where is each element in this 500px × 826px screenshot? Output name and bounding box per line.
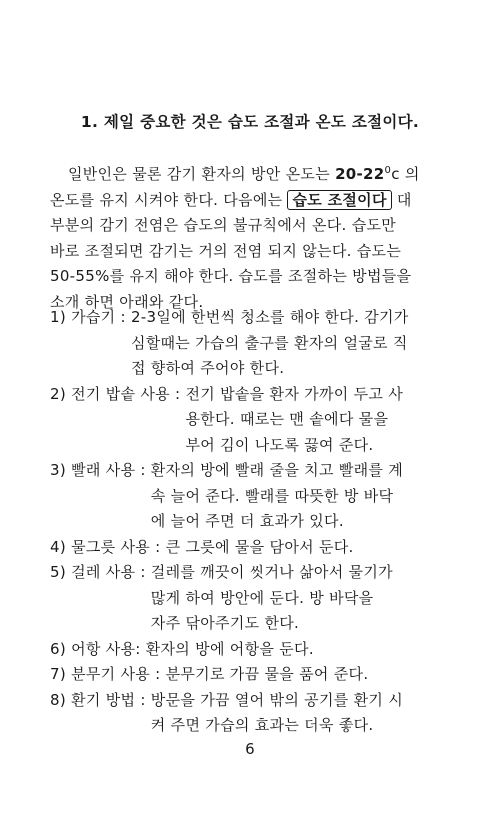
method-text: 전기 밥솥을 환자 가까이 두고 사: [185, 384, 404, 403]
method-text: 환자의 방에 어항을 둔다.: [145, 639, 314, 658]
page-number: 6: [245, 740, 255, 758]
method-label: 2) 전기 밥솥 사용 :: [50, 384, 186, 403]
intro-line-3: 부분의 감기 전염은 습도의 불규칙에서 온다. 습도만: [50, 216, 397, 234]
method-text-continuation: 속 늘어 준다. 빨래를 따뜻한 방 바닥: [150, 486, 394, 505]
method-text-continuation: 접 향하여 주어야 한다.: [130, 359, 285, 377]
method-item-first-line: [50, 637, 470, 663]
boxed-emphasis: 습도 조절이다: [287, 190, 391, 210]
method-item: [50, 382, 470, 459]
method-text-continuation: 켜 주면 가습의 효과는 더욱 좋다.: [150, 716, 374, 734]
intro-line-4: 바로 조절되면 감기는 거의 전염 되지 않는다. 습도는: [50, 241, 402, 260]
method-text-continuation: 용한다. 때로는 맨 솥에다 물을: [185, 410, 389, 428]
method-label: 4) 물그릇 사용 :: [50, 537, 166, 556]
temperature-value: 20-22: [335, 165, 385, 183]
intro-line-6: 소개 하면 아래와 같다.: [50, 292, 204, 311]
intro-text: 일반인은 물론 감기 환자의 방안 온도는: [68, 165, 336, 183]
method-item-first-line: [50, 458, 470, 484]
method-label: 1) 가습기 :: [50, 308, 131, 326]
method-label: 6) 어항 사용:: [50, 639, 146, 658]
method-text-continuation: 자주 닦아주기도 한다.: [150, 614, 300, 632]
intro-text: 대: [391, 190, 412, 209]
method-item-first-line: [50, 382, 470, 408]
temperature-unit: c 의: [391, 165, 420, 183]
method-list: [50, 305, 470, 739]
intro-paragraph: [50, 158, 460, 315]
method-item: [50, 637, 470, 663]
method-text: 2-3일에 한번씩 청소를 해야 한다. 감기가: [130, 308, 409, 326]
method-item: [50, 688, 470, 739]
method-text: 환자의 방에 빨래 줄을 치고 빨래를 계: [150, 461, 404, 479]
temperature-superscript: 0: [384, 165, 392, 176]
method-item: [50, 305, 470, 382]
method-item: [50, 560, 470, 637]
method-item: [50, 662, 470, 688]
intro-line-2: [50, 188, 460, 214]
method-item: [50, 458, 470, 535]
method-item-first-line: [50, 688, 470, 714]
intro-line-5: 50-55%를 유지 해야 한다. 습도를 조절하는 방법들을: [50, 267, 412, 285]
section-heading: 1. 제일 중요한 것은 습도 조절과 온도 조절이다.: [80, 113, 420, 131]
method-label: 7) 분무기 사용 :: [50, 665, 166, 683]
method-text: 걸레를 깨끗이 씻거나 삶아서 물기가: [150, 563, 393, 581]
method-text-continuation: 많게 하여 방안에 둔다. 방 바닥을: [150, 588, 374, 607]
intro-line-1: [50, 158, 460, 188]
method-text: 분무기로 가끔 물을 품어 준다.: [165, 665, 369, 683]
method-label: 3) 빨래 사용 :: [50, 461, 151, 479]
intro-text: 온도를 유지 시켜야 한다. 다음에는: [50, 190, 288, 209]
method-item-first-line: [50, 662, 470, 688]
method-text-continuation: 심할때는 가습의 출구를 환자의 얼굴로 직: [130, 333, 408, 352]
method-item-first-line: [50, 305, 470, 331]
method-item: [50, 535, 470, 561]
method-label: 5) 걸레 사용 :: [50, 563, 151, 581]
method-text-continuation: 부어 김이 나도록 끓여 준다.: [185, 435, 374, 454]
method-label: 8) 환기 방법 :: [50, 690, 151, 709]
method-text: 방문을 가끔 열어 밖의 공기를 환기 시: [150, 690, 404, 709]
method-text-continuation: 에 늘어 주면 더 효과가 있다.: [150, 512, 344, 530]
method-text: 큰 그릇에 물을 담아서 둔다.: [165, 537, 354, 556]
method-item-first-line: [50, 535, 470, 561]
method-item-first-line: [50, 560, 470, 586]
